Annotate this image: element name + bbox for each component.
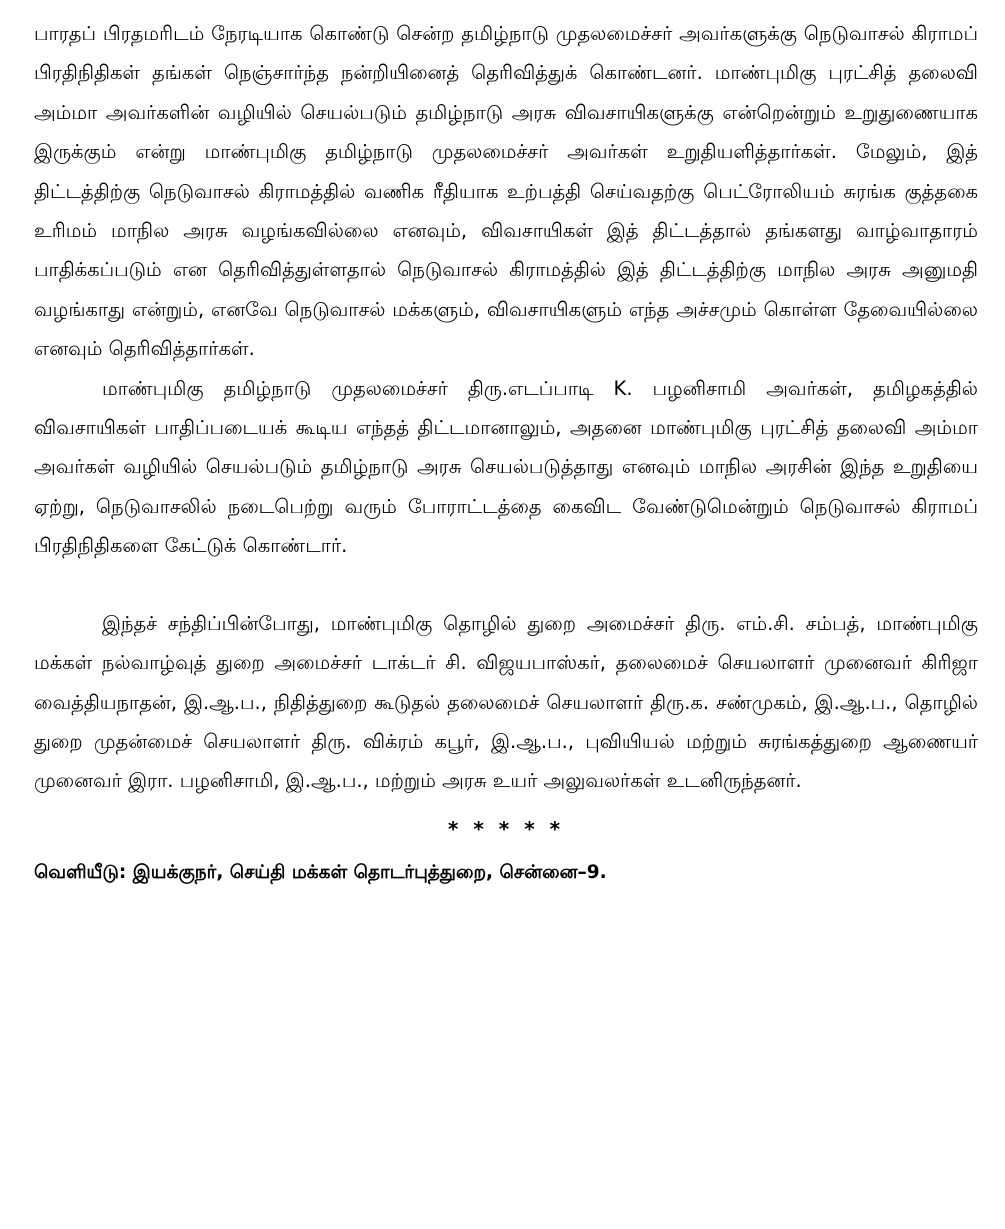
section-separator: * * * * * xyxy=(447,816,565,841)
paragraph-spacer xyxy=(34,566,978,604)
document-page xyxy=(34,14,978,887)
release-footer: வெளியீடு: இயக்குநர், செய்தி மக்கள் தொடர்புத்துறை, சென்னை–9. xyxy=(34,861,607,883)
paragraph-meeting-attendees: இந்தச் சந்திப்பின்போது, மாண்புமிகு தொழில் துறை அமைச்சர் திரு. எம்.சி. சம்பத், மாண்புமிகு மக்கள் நல்வாழ்வுத் துறை அமைச்சர் டாக்டர் சி. விஜயபாஸ்கர், தலைமைச் செயலாளர் முனைவர் கிரிஜா வைத்தியநாதன், இ.ஆ.ப., நிதித்துறை கூடுதல் தலைமைச் செயலாளர் திரு.க. சண்முகம், இ.ஆ.ப., தொழில் துறை முதன்மைச் செயலாளர் திரு. விக்ரம் கபூர், இ.ஆ.ப., புவியியல் மற்றும் சுரங்கத்துறை ஆணையர் முனைவர் இரா. பழனிசாமி, இ.ஆ.ப., மற்றும் அரசு உயர் அலுவலர்கள் உடனிருந்தனர். xyxy=(34,611,978,793)
paragraph-nedu-vasal-assurance: பாரதப் பிரதமரிடம் நேரடியாக கொண்டு சென்ற தமிழ்நாடு முதலமைச்சர் அவர்களுக்கு நெடுவாசல் கிராமப் பிரதிநிதிகள் தங்கள் நெஞ்சார்ந்த நன்றியினைத் தெரிவித்துக் கொண்டனர். மாண்புமிகு புரட்சித் தலைவி அம்மா அவர்களின் வழியில் செயல்படும் தமிழ்நாடு அரசு விவசாயிகளுக்கு என்றென்றும் உறுதுணையாக இருக்கும் என்று மாண்புமிகு தமிழ்நாடு முதலமைச்சர் அவர்கள் உறுதியளித்தார்கள். மேலும், இத் திட்டத்திற்கு நெடுவாசல் கிராமத்தில் வணிக ரீதியாக உற்பத்தி செய்வதற்கு பெட்ரோலியம் சுரங்க குத்தகை உரிமம் மாநில அரசு வழங்கவில்லை எனவும், விவசாயிகள் இத் திட்டத்தால் தங்களது வாழ்வாதாரம் பாதிக்கப்படும் என தெரிவித்துள்ளதால் நெடுவாசல் கிராமத்தில் இத் திட்டத்திற்கு மாநில அரசு அனுமதி வழங்காது என்றும், எனவே நெடுவாசல் மக்களும், விவசாயிகளும் எந்த அச்சமும் கொள்ள தேவையில்லை எனவும் தெரிவித்தார்கள். xyxy=(34,22,978,361)
paragraph-chief-minister-request: மாண்புமிகு தமிழ்நாடு முதலமைச்சர் திரு.எடப்பாடி K. பழனிசாமி அவர்கள், தமிழகத்தில் விவசாயிகள் பாதிப்படையக் கூடிய எந்தத் திட்டமானாலும், அதனை மாண்புமிகு புரட்சித் தலைவி அம்மா அவர்கள் வழியில் செயல்படும் தமிழ்நாடு அரசு செயல்படுத்தாது எனவும் மாநில அரசின் இந்த உறுதியை ஏற்று, நெடுவாசலில் நடைபெற்று வரும் போராட்டத்தை கைவிட வேண்டுமென்றும் நெடுவாசல் கிராமப் பிரதிநிதிகளை கேட்டுக் கொண்டார். xyxy=(34,376,978,558)
